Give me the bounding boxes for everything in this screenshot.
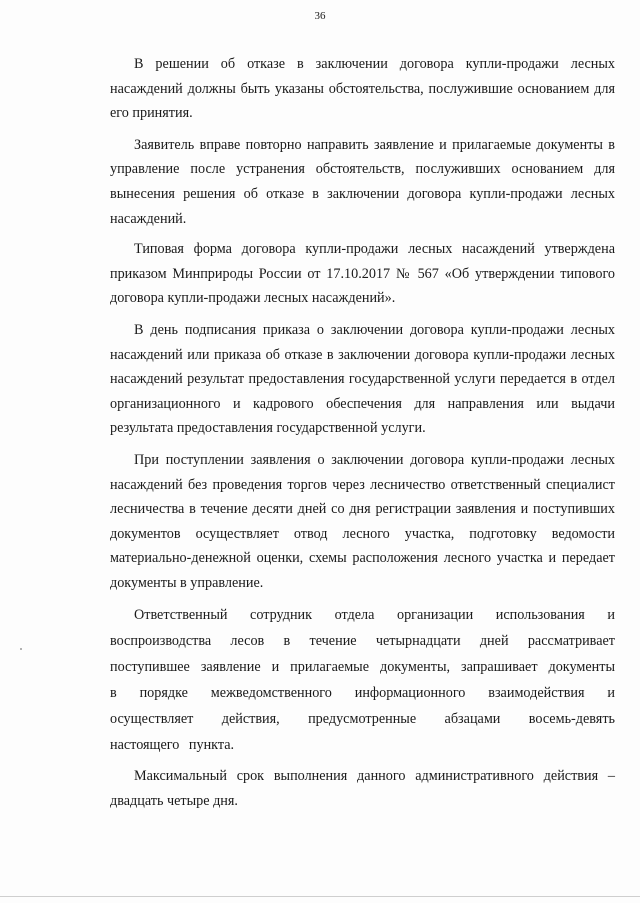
scan-edge-line xyxy=(0,896,640,897)
scan-speck xyxy=(20,648,22,650)
paragraph-refusal-circumstances: В решении об отказе в заключении договора купли-продажи лесных насаждений должны быть указаны обстоятельства, послужившие основанием для его принятия. xyxy=(110,56,615,122)
paragraph-repeat-application: Заявитель вправе повторно направить заявление и прилагаемые документы в управление после устранения обстоятельств, послуживших основанием для вынесения решения об отказе в заключении договора купли-продажи лесных насаждений. xyxy=(110,136,615,227)
document-body xyxy=(110,52,615,814)
paragraph-forestry-processing: При поступлении заявления о заключении договора купли-продажи лесных насаждений без проведения торгов через лесничество ответственный специалист лесничества в течение десяти дней со дня регистрации заявления и поступивших документов осуществляет отвод лесного участка, подготовку ведомости материально-денежной оценки, схемы расположения лесного участка и передает документы в управление. xyxy=(110,451,615,591)
paragraph-result-transfer: В день подписания приказа о заключении договора купли-продажи лесных насаждений или приказа об отказе в заключении договора купли-продажи лесных насаждений результат предоставления государственной услуги передается в отдел организационного и кадрового обеспечения для направления или выдачи результата предоставления государственной услуги. xyxy=(110,321,615,437)
page-number: 36 xyxy=(314,10,326,22)
paragraph-responsible-employee: Ответственный сотрудник отдела организации использования и воспроизводства лесов в течение четырнадцати дней рассматривает поступившее заявление и прилагаемые документы, запрашивает документы в порядке межведомственного информационного взаимодействия и осуществляет действия, предусмотренные абзацами восемь-девять настоящего пункта. xyxy=(110,607,615,754)
paragraph-maximum-term: Максимальный срок выполнения данного административного действия – двадцать четыре дня. xyxy=(110,768,615,810)
paragraph-standard-contract-form: Типовая форма договора купли-продажи лесных насаждений утверждена приказом Минприроды России от 17.10.2017 № 567 «Об утверждении типового договора купли-продажи лесных насаждений». xyxy=(110,241,615,307)
